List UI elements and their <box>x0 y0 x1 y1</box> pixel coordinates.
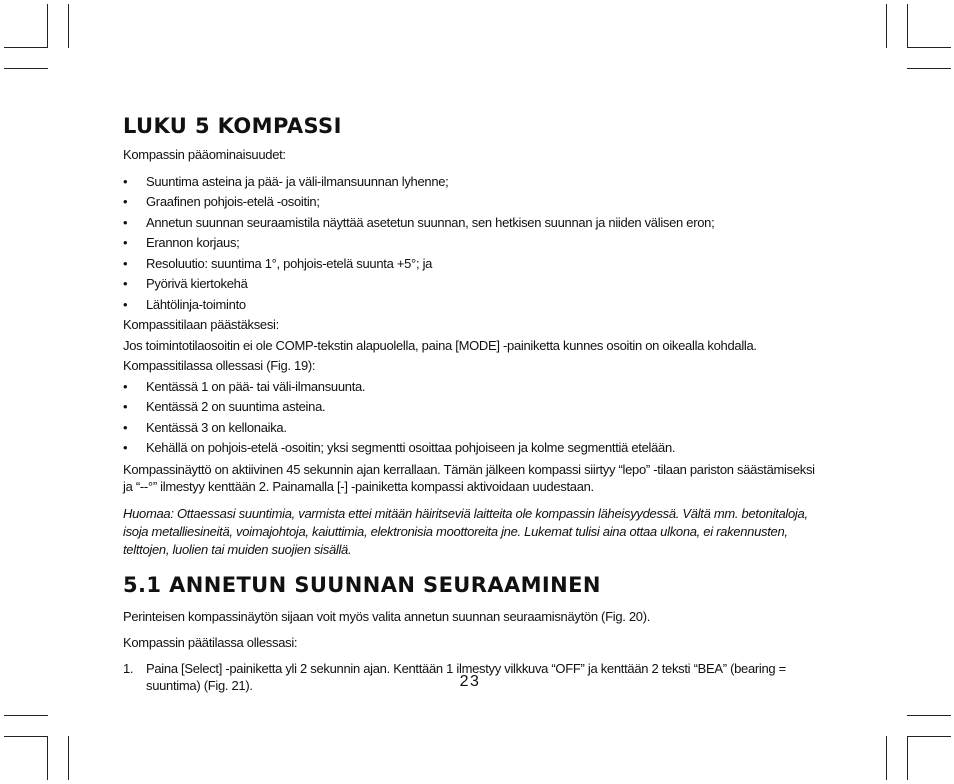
features-list <box>123 172 823 316</box>
list-item: • Kentässä 2 on suuntima asteina. <box>123 397 823 418</box>
crop-mark <box>907 715 951 716</box>
bullet-icon: • <box>123 419 128 435</box>
in-mode-label: Kompassitilassa ollessasi (Fig. 19): <box>123 358 316 373</box>
fields-list <box>123 377 823 459</box>
active-text: Kompassinäyttö on aktiivinen 45 sekunnin ajan kerrallaan. Tämän jälkeen kompassi siirtyy “lepo” -tilaan pariston säästämiseksi ja “--°” ilmestyy kenttään 2. Painamalla [-] -painiketta kompassi aktivoidaan uudestaan. <box>123 461 815 494</box>
crop-mark <box>907 736 951 737</box>
bullet-icon: • <box>123 296 128 312</box>
features-intro: Kompassin pääominaisuudet: <box>123 147 286 162</box>
list-item: • Suuntima asteina ja pää- ja väli-ilmansuunnan lyhenne; <box>123 172 823 193</box>
section-heading: 5.1 ANNETUN SUUNNAN SEURAAMINEN <box>123 572 601 597</box>
list-item: • Graafinen pohjois-etelä -osoitin; <box>123 192 823 213</box>
list-item: 1. Paina [Select] -painiketta yli 2 sekunnin ajan. Kenttään 1 ilmestyy vilkkuva “OFF” ja kenttään 2 teksti “BEA” (bearing = suuntima) (Fig. 21). <box>123 660 786 693</box>
crop-mark <box>68 4 69 48</box>
crop-mark <box>4 47 48 48</box>
bullet-icon: • <box>123 214 128 230</box>
crop-mark <box>47 4 48 48</box>
bullet-icon: • <box>123 399 128 414</box>
list-item: • Kentässä 1 on pää- tai väli-ilmansuunta. <box>123 377 823 398</box>
warning-note: Huomaa: Ottaessasi suuntimia, varmista ettei mitään häiritseviä laitteita ole kompassin läheisyydessä. Vältä mm. betonitaloja, isoja metalliesineitä, voimajohtoja, kaiuttimia, elektronisia moottoreita jne. Lukemat tulisi aina ottaa ulkona, ei rakennusten, telttojen, luolien tai muiden suojien sisällä. <box>123 505 808 557</box>
crop-mark <box>4 68 48 69</box>
crop-mark <box>886 4 887 48</box>
crop-mark <box>47 736 48 780</box>
list-item: • Lähtölinja-toiminto <box>123 295 823 316</box>
enter-mode-text: Jos toimintotilaosoitin ei ole COMP-tekstin alapuolella, paina [MODE] -painiketta kunnes osoitin on oikealla kohdalla. <box>123 337 757 353</box>
crop-mark <box>907 4 908 48</box>
list-item: • Kentässä 3 on kellonaika. <box>123 418 823 439</box>
bullet-icon: • <box>123 440 128 455</box>
crop-mark <box>886 736 887 780</box>
crop-mark <box>4 715 48 716</box>
list-item: • Pyörivä kiertokehä <box>123 274 823 295</box>
crop-mark <box>907 47 951 48</box>
chapter-heading: LUKU 5 KOMPASSI <box>123 114 342 138</box>
list-item: • Kehällä on pohjois-etelä -osoitin; yksi segmentti osoittaa pohjoiseen ja kolme segmenttiä etelään. <box>123 438 823 459</box>
list-item: • Annetun suunnan seuraamistila näyttää asetetun suunnan, sen hetkisen suunnan ja niiden välisen eron; <box>123 213 823 234</box>
bullet-icon: • <box>123 173 128 189</box>
step-number: 1. <box>123 660 134 676</box>
bullet-icon: • <box>123 194 128 209</box>
bullet-icon: • <box>123 255 128 271</box>
section-label: Kompassin päätilassa ollessasi: <box>123 635 298 650</box>
bullet-icon: • <box>123 235 128 250</box>
list-item: • Resoluutio: suuntima 1°, pohjois-etelä suunta +5°; ja <box>123 254 823 275</box>
bullet-icon: • <box>123 276 128 291</box>
crop-mark <box>68 736 69 780</box>
section-intro: Perinteisen kompassinäytön sijaan voit myös valita annetun suunnan seuraamisnäytön (Fig. 20). <box>123 608 651 624</box>
crop-mark <box>907 736 908 780</box>
list-item: • Erannon korjaus; <box>123 233 823 254</box>
page-number: 23 <box>459 673 481 690</box>
crop-mark <box>4 736 48 737</box>
bullet-icon: • <box>123 378 128 394</box>
enter-mode-label: Kompassitilaan päästäksesi: <box>123 317 279 332</box>
page-content <box>123 113 823 694</box>
crop-mark <box>907 68 951 69</box>
